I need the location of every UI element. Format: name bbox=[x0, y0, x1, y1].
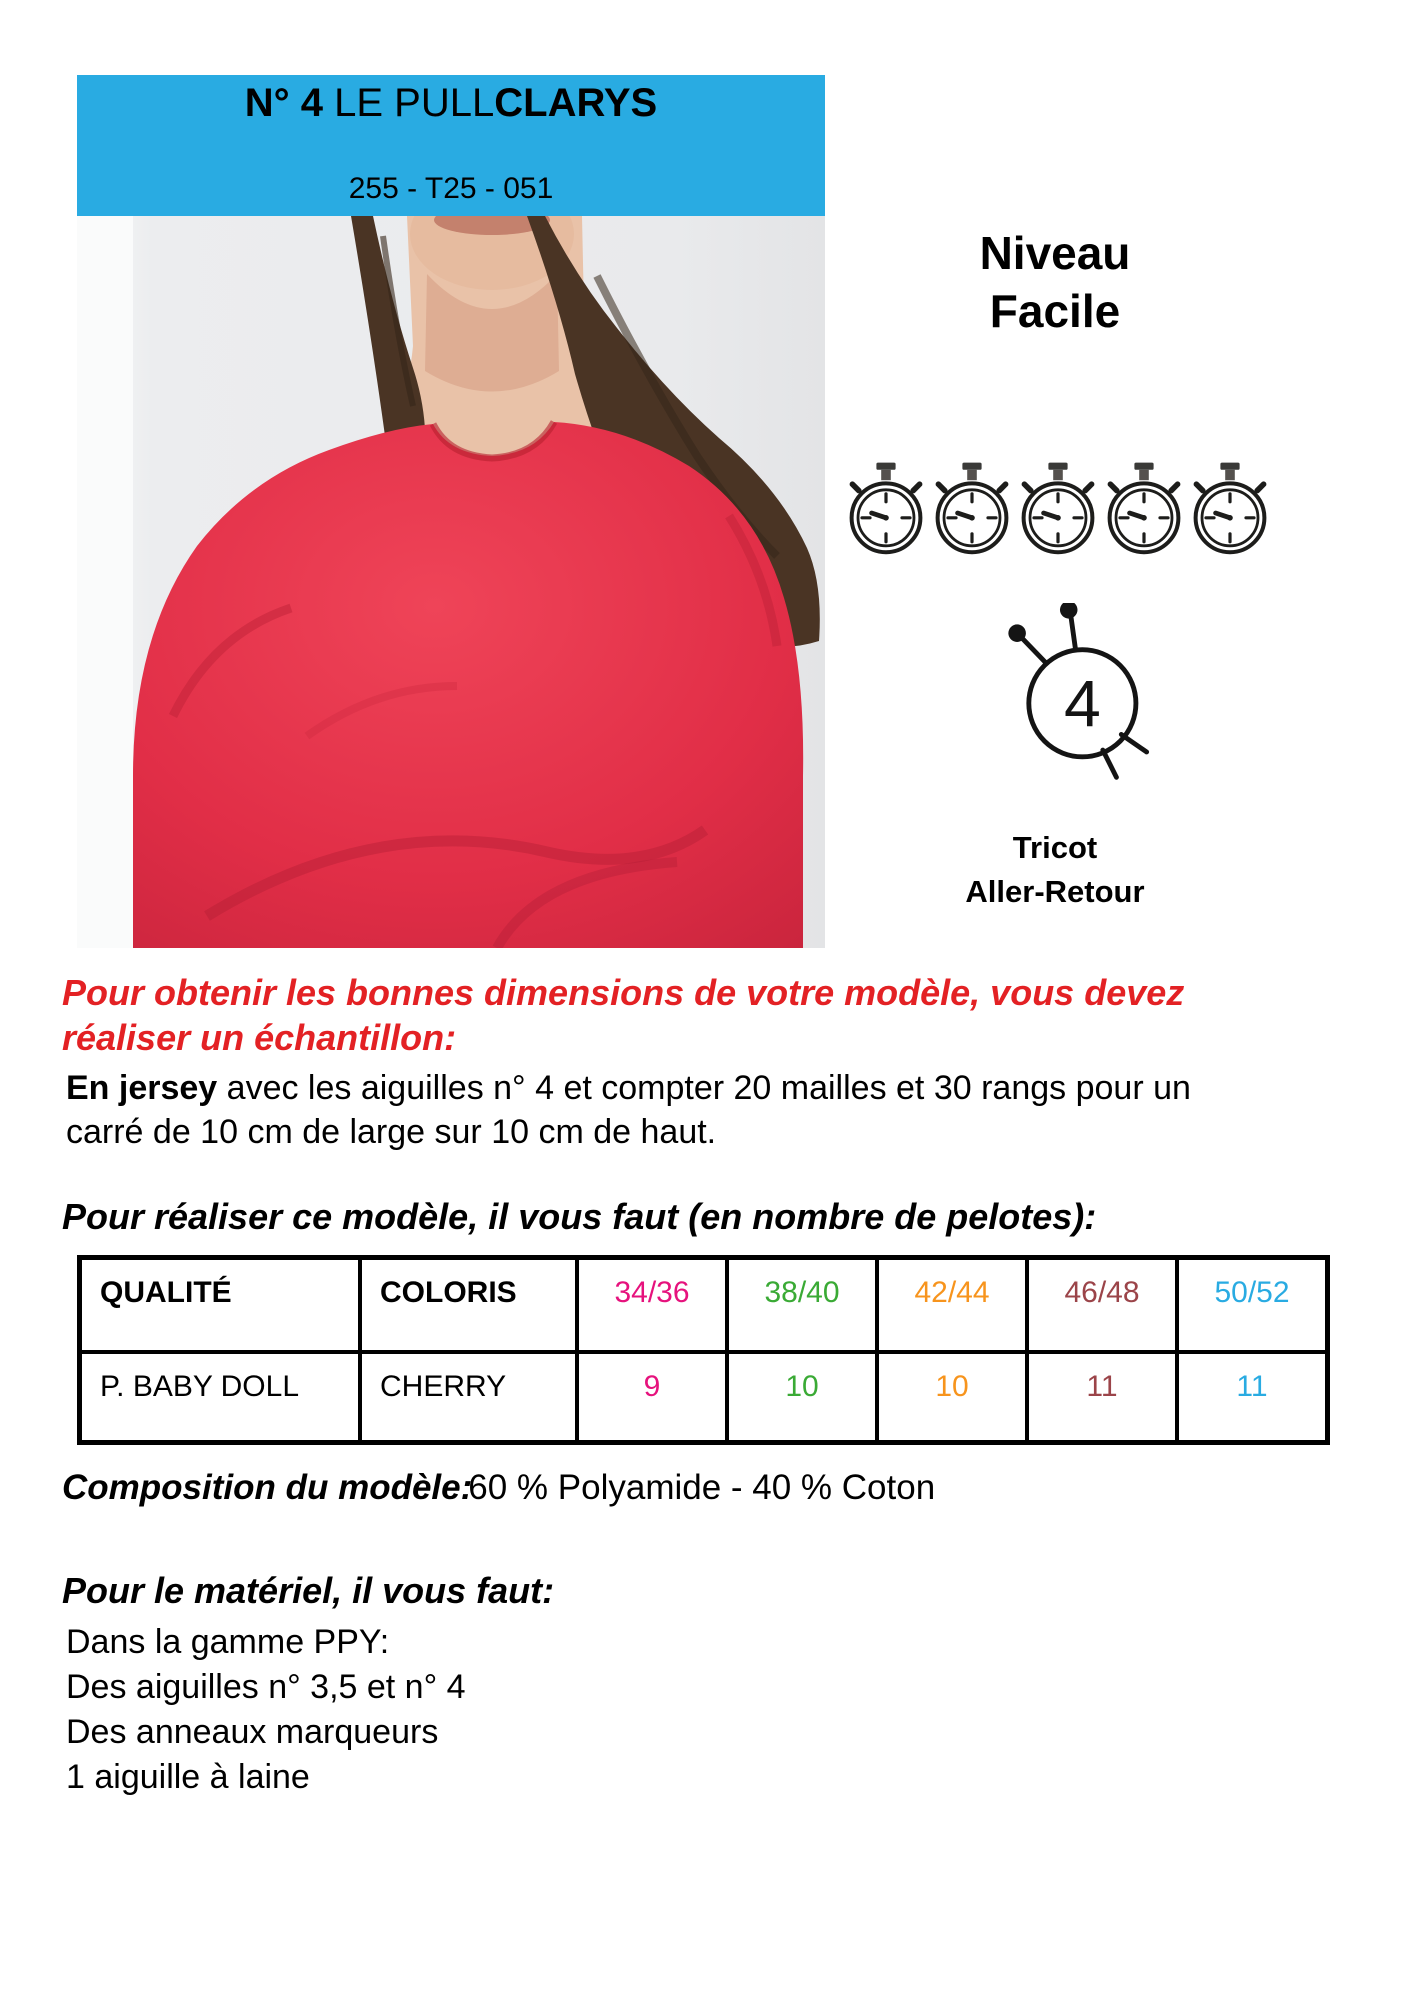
model-title bbox=[77, 81, 825, 126]
model-photo-illustration bbox=[77, 216, 825, 948]
stopwatch-row bbox=[846, 460, 1270, 558]
table-cell-count-38-40: 10 bbox=[727, 1352, 877, 1443]
stopwatch-icon bbox=[1190, 460, 1270, 558]
composition-heading: Composition du modèle: bbox=[62, 1468, 473, 1507]
table-header-row bbox=[80, 1258, 1328, 1353]
gauge-stitch-name: En jersey bbox=[66, 1069, 218, 1107]
level-title bbox=[825, 224, 1285, 340]
table-header-coloris: COLORIS bbox=[360, 1258, 577, 1353]
materials-list bbox=[66, 1620, 466, 1800]
gauge-text-line2: carré de 10 cm de large sur 10 cm de haut. bbox=[66, 1113, 717, 1151]
gauge-text bbox=[66, 1066, 1191, 1154]
composition-line bbox=[62, 1468, 935, 1508]
model-banner bbox=[77, 75, 825, 216]
material-item: Des aiguilles n° 3,5 et n° 4 bbox=[66, 1668, 466, 1706]
table-cell-count-42-44: 10 bbox=[877, 1352, 1027, 1443]
table-cell-color: CHERRY bbox=[360, 1352, 577, 1443]
model-number: N° 4 bbox=[244, 81, 335, 125]
pelotes-table bbox=[77, 1255, 1330, 1445]
table-header-size-50-52: 50/52 bbox=[1177, 1258, 1328, 1353]
model-title-regular: LE PULL bbox=[334, 81, 495, 125]
needle-size-number: 4 bbox=[1063, 667, 1101, 742]
model-name: CLARYS bbox=[494, 81, 658, 125]
table-cell-count-46-48: 11 bbox=[1027, 1352, 1177, 1443]
level-line1: Niveau bbox=[979, 227, 1131, 279]
gauge-heading-line1: Pour obtenir les bonnes dimensions de votre modèle, vous devez bbox=[62, 972, 1185, 1013]
table-data-row bbox=[80, 1352, 1328, 1443]
material-item: Dans la gamme PPY: bbox=[66, 1623, 390, 1661]
materials-heading: Pour le matériel, il vous faut: bbox=[62, 1570, 555, 1611]
level-line2: Facile bbox=[989, 285, 1121, 337]
stopwatch-icon bbox=[1018, 460, 1098, 558]
table-header-size-46-48: 46/48 bbox=[1027, 1258, 1177, 1353]
stopwatch-icon bbox=[846, 460, 926, 558]
table-header-size-38-40: 38/40 bbox=[727, 1258, 877, 1353]
requirements-heading: Pour réaliser ce modèle, il vous faut (en nombre de pelotes): bbox=[62, 1196, 1097, 1237]
model-reference: 255 - T25 - 051 bbox=[348, 172, 554, 205]
technique-line1: Tricot bbox=[1012, 830, 1098, 865]
table-header-size-34-36: 34/36 bbox=[577, 1258, 727, 1353]
yarn-ball-icon bbox=[985, 603, 1170, 788]
table-cell-quality: P. BABY DOLL bbox=[80, 1352, 361, 1443]
stopwatch-icon bbox=[1104, 460, 1184, 558]
gauge-heading bbox=[62, 970, 1184, 1060]
gauge-text-line1: En jersey avec les aiguilles n° 4 et compter 20 mailles et 30 rangs pour un bbox=[66, 1069, 1191, 1107]
material-item: Des anneaux marqueurs bbox=[66, 1713, 439, 1751]
stopwatch-icon bbox=[932, 460, 1012, 558]
technique-line2: Aller-Retour bbox=[965, 874, 1145, 909]
table-header-size-42-44: 42/44 bbox=[877, 1258, 1027, 1353]
material-item: 1 aiguille à laine bbox=[66, 1758, 310, 1796]
composition-value: 60 % Polyamide - 40 % Coton bbox=[468, 1468, 936, 1507]
table-cell-count-50-52: 11 bbox=[1177, 1352, 1328, 1443]
gauge-heading-line2: réaliser un échantillon: bbox=[62, 1017, 457, 1058]
technique-label bbox=[825, 826, 1285, 914]
model-photo bbox=[77, 216, 825, 948]
table-cell-count-34-36: 9 bbox=[577, 1352, 727, 1443]
table-header-qualite: QUALITÉ bbox=[80, 1258, 361, 1353]
